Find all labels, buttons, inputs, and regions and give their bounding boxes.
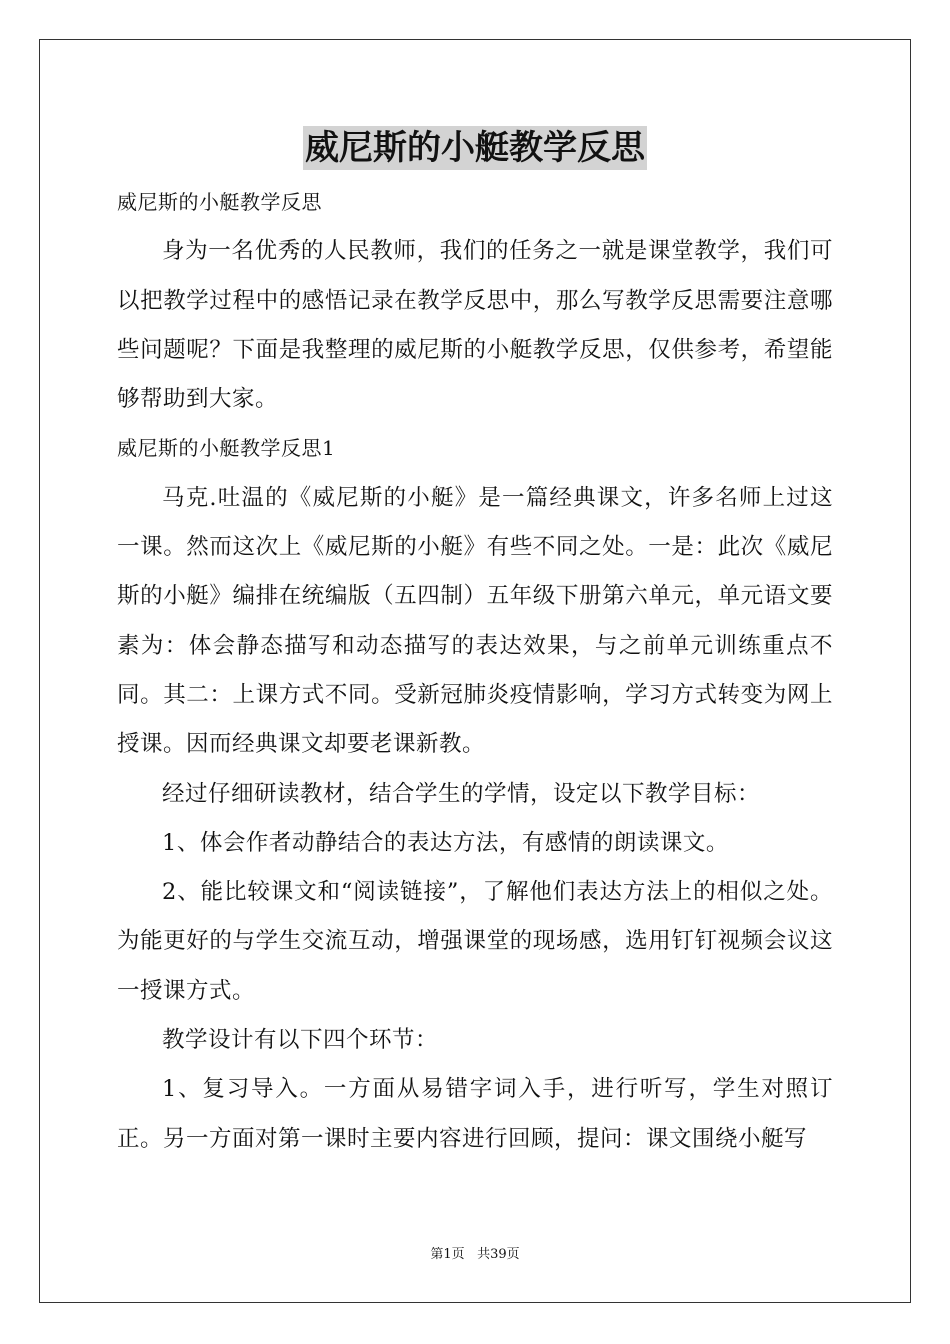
page-total: 共39页 [477,1247,520,1262]
paragraph: 身为一名优秀的人民教师，我们的任务之一就是课堂教学，我们可以把教学过程中的感悟记录在教学反思中，那么写教学反思需要注意哪些问题呢？下面是我整理的威尼斯的小艇教学反思，仅供参考，希望能够帮助到大家。 [117,238,833,413]
page-number: 第1页 [430,1247,465,1262]
paragraph: 1、体会作者动静结合的表达方法，有感情的朗读课文。 [162,829,729,856]
document-body [117,178,833,1164]
paragraph: 威尼斯的小艇教学反思 [117,190,322,214]
paragraph: 1、复习导入。一方面从易错字词入手，进行听写，学生对照订正。另一方面对第一课时主要内容进行回顾，提问：课文围绕小艇写 [117,1076,833,1152]
paragraph: 马克.吐温的《威尼斯的小艇》是一篇经典课文，许多名师上过这一课。然而这次上《威尼斯的小艇》有些不同之处。一是：此次《威尼斯的小艇》编排在统编版（五四制）五年级下册第六单元，单元语文要素为：体会静态描写和动态描写的表达效果，与之前单元训练重点不同。其二：上课方式不同。受新冠肺炎疫情影响，学习方式转变为网上授课。因而经典课文却要老课新教。 [117,484,833,758]
page-footer [0,1246,950,1264]
paragraph: 经过仔细研读教材，结合学生的学情，设定以下教学目标： [162,780,761,807]
title-wrap [0,126,950,170]
paragraph: 2、能比较课文和“阅读链接”，了解他们表达方法上的相似之处。为能更好的与学生交流互动，增强课堂的现场感，选用钉钉视频会议这一授课方式。 [117,879,833,1004]
document-title: 威尼斯的小艇教学反思 [305,128,645,168]
paragraph: 威尼斯的小艇教学反思1 [117,436,336,461]
paragraph: 教学设计有以下四个环节： [162,1027,439,1054]
